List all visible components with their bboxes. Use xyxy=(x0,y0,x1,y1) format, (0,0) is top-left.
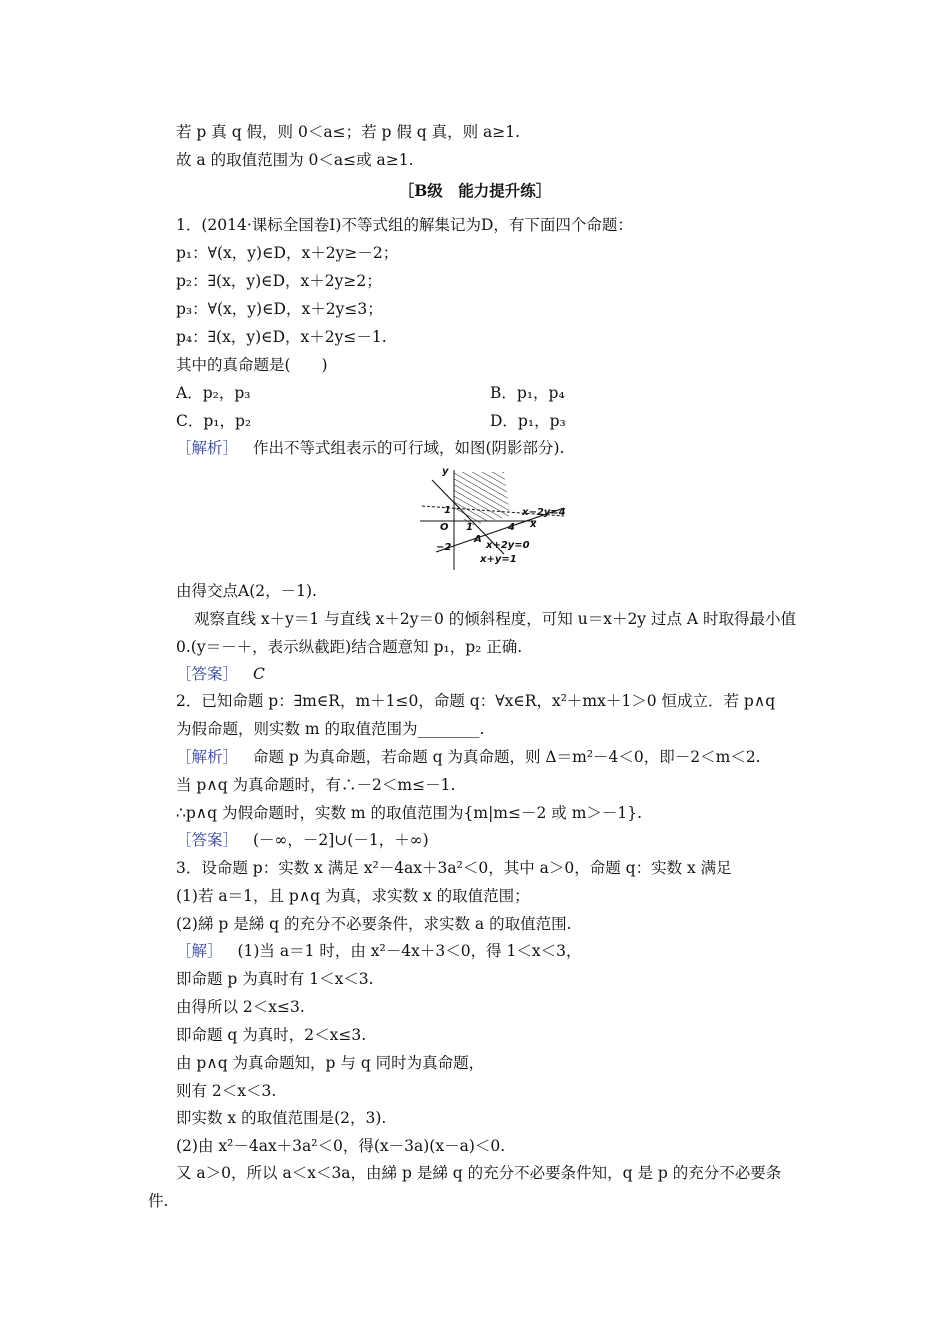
section-heading: ［B级 能力提升练］ xyxy=(398,181,552,200)
shaded-region xyxy=(454,472,510,526)
tick-y-1: 1 xyxy=(444,505,451,516)
analysis-text: 命题 p 为真命题，若命题 q 为真命题，则 Δ＝m²－4＜0，即－2＜m＜2. xyxy=(252,748,761,766)
tick-x-4: 4 xyxy=(508,522,515,533)
text-line: 若 p 真 q 假，则 0＜a≤；若 p 假 q 真，则 a≥1. xyxy=(176,123,521,141)
text-line: 即命题 p 为真时有 1＜x＜3. xyxy=(176,970,374,988)
solution-text: (1)当 a＝1 时，由 x²－4x＋3＜0，得 1＜x＜3， xyxy=(237,942,582,960)
answer-text: C xyxy=(252,665,265,683)
option-a: A．p₂，p₃ xyxy=(176,384,251,402)
feasible-region-figure xyxy=(418,464,578,574)
answer-text: (－∞，－2]∪(－1，＋∞) xyxy=(252,831,429,849)
proposition-p2: p₂：∃(x，y)∈D，x＋2y≥2； xyxy=(176,272,382,290)
text-line: 当 p∧q 为真命题时，有∴－2＜m≤－1. xyxy=(176,776,456,794)
x-label: x xyxy=(530,519,537,530)
tick-y-neg2: −2 xyxy=(436,542,452,553)
text-line: (1)若 a＝1，且 p∧q 为真，求实数 x 的取值范围； xyxy=(176,887,530,905)
proposition-p4: p₄：∃(x，y)∈D，x＋2y≤－1. xyxy=(176,328,387,346)
line-label-3: x+y=1 xyxy=(480,554,517,565)
line-label-1: x−2y=4 xyxy=(522,507,566,518)
answer-tag: ［答案］ xyxy=(176,665,239,683)
answer-1 xyxy=(176,664,265,684)
text-line: (2)由 x²－4ax＋3a²＜0，得(x－3a)(x－a)＜0. xyxy=(176,1137,506,1155)
text-line: 由得交点A(2，－1). xyxy=(176,582,317,600)
analysis-text: 作出不等式组表示的可行域，如图(阴影部分). xyxy=(252,439,565,457)
answer-tag: ［答案］ xyxy=(176,831,239,849)
analysis-1 xyxy=(176,438,564,458)
question-1: 1．(2014·课标全国卷Ⅰ)不等式组的解集记为D，有下面四个命题： xyxy=(176,216,633,234)
question-prompt: 其中的真命题是( ) xyxy=(176,356,328,374)
line-label-2: x+2y=0 xyxy=(486,540,530,551)
proposition-p3: p₃：∀(x，y)∈D，x＋2y≤3； xyxy=(176,300,383,318)
text-line: 则有 2＜x＜3. xyxy=(176,1082,277,1100)
solution-tag: ［解］ xyxy=(176,942,223,960)
answer-2 xyxy=(176,830,429,850)
option-d: D．p₁，p₃ xyxy=(490,412,566,430)
text-line: 即命题 q 为真时，2＜x≤3. xyxy=(176,1026,367,1044)
text-line: 故 a 的取值范围为 0＜a≤或 a≥1. xyxy=(176,151,414,169)
analysis-2 xyxy=(176,747,761,767)
text-line: 由得所以 2＜x≤3. xyxy=(176,998,305,1016)
text-line: ∴p∧q 为假命题时，实数 m 的取值范围为{m|m≤－2 或 m＞－1}. xyxy=(176,804,643,822)
analysis-tag: ［解析］ xyxy=(176,439,239,457)
text-line: 又 a＞0，所以 a＜x＜3a，由綈 p 是綈 q 的充分不必要条件知，q 是 p 的充分不必要条 xyxy=(176,1164,782,1182)
text-line: 为假命题，则实数 m 的取值范围为________. xyxy=(176,720,485,738)
text-line: 观察直线 x＋y＝1 与直线 x＋2y＝0 的倾斜程度，可知 u＝x＋2y 过点 A 时取得最小值 xyxy=(194,610,797,628)
point-a-label: A xyxy=(474,534,482,545)
tick-x-1: 1 xyxy=(466,522,473,533)
text-line: 0.(y＝－＋，表示纵截距)结合题意知 p₁，p₂ 正确. xyxy=(176,638,523,656)
text-line: (2)綈 p 是綈 q 的充分不必要条件，求实数 a 的取值范围. xyxy=(176,915,572,933)
analysis-tag: ［解析］ xyxy=(176,748,239,766)
question-3: 3．设命题 p：实数 x 满足 x²－4ax＋3a²＜0，其中 a＞0，命题 q：实数 x 满足 xyxy=(176,859,732,877)
proposition-p1: p₁：∀(x，y)∈D，x＋2y≥－2； xyxy=(176,244,399,262)
option-c: C．p₁，p₂ xyxy=(176,412,252,430)
text-line: 件. xyxy=(148,1192,169,1210)
origin-label: O xyxy=(440,522,449,533)
question-2: 2．已知命题 p：∃m∈R，m＋1≤0，命题 q：∀x∈R，x²＋mx＋1＞0 恒成立．若 p∧q xyxy=(176,692,776,710)
option-b: B．p₁，p₄ xyxy=(490,384,565,402)
text-line: 由 p∧q 为真命题知，p 与 q 同时为真命题， xyxy=(176,1054,485,1072)
y-label: y xyxy=(442,466,449,477)
text-line: 即实数 x 的取值范围是(2，3). xyxy=(176,1109,387,1127)
solution xyxy=(176,941,581,961)
